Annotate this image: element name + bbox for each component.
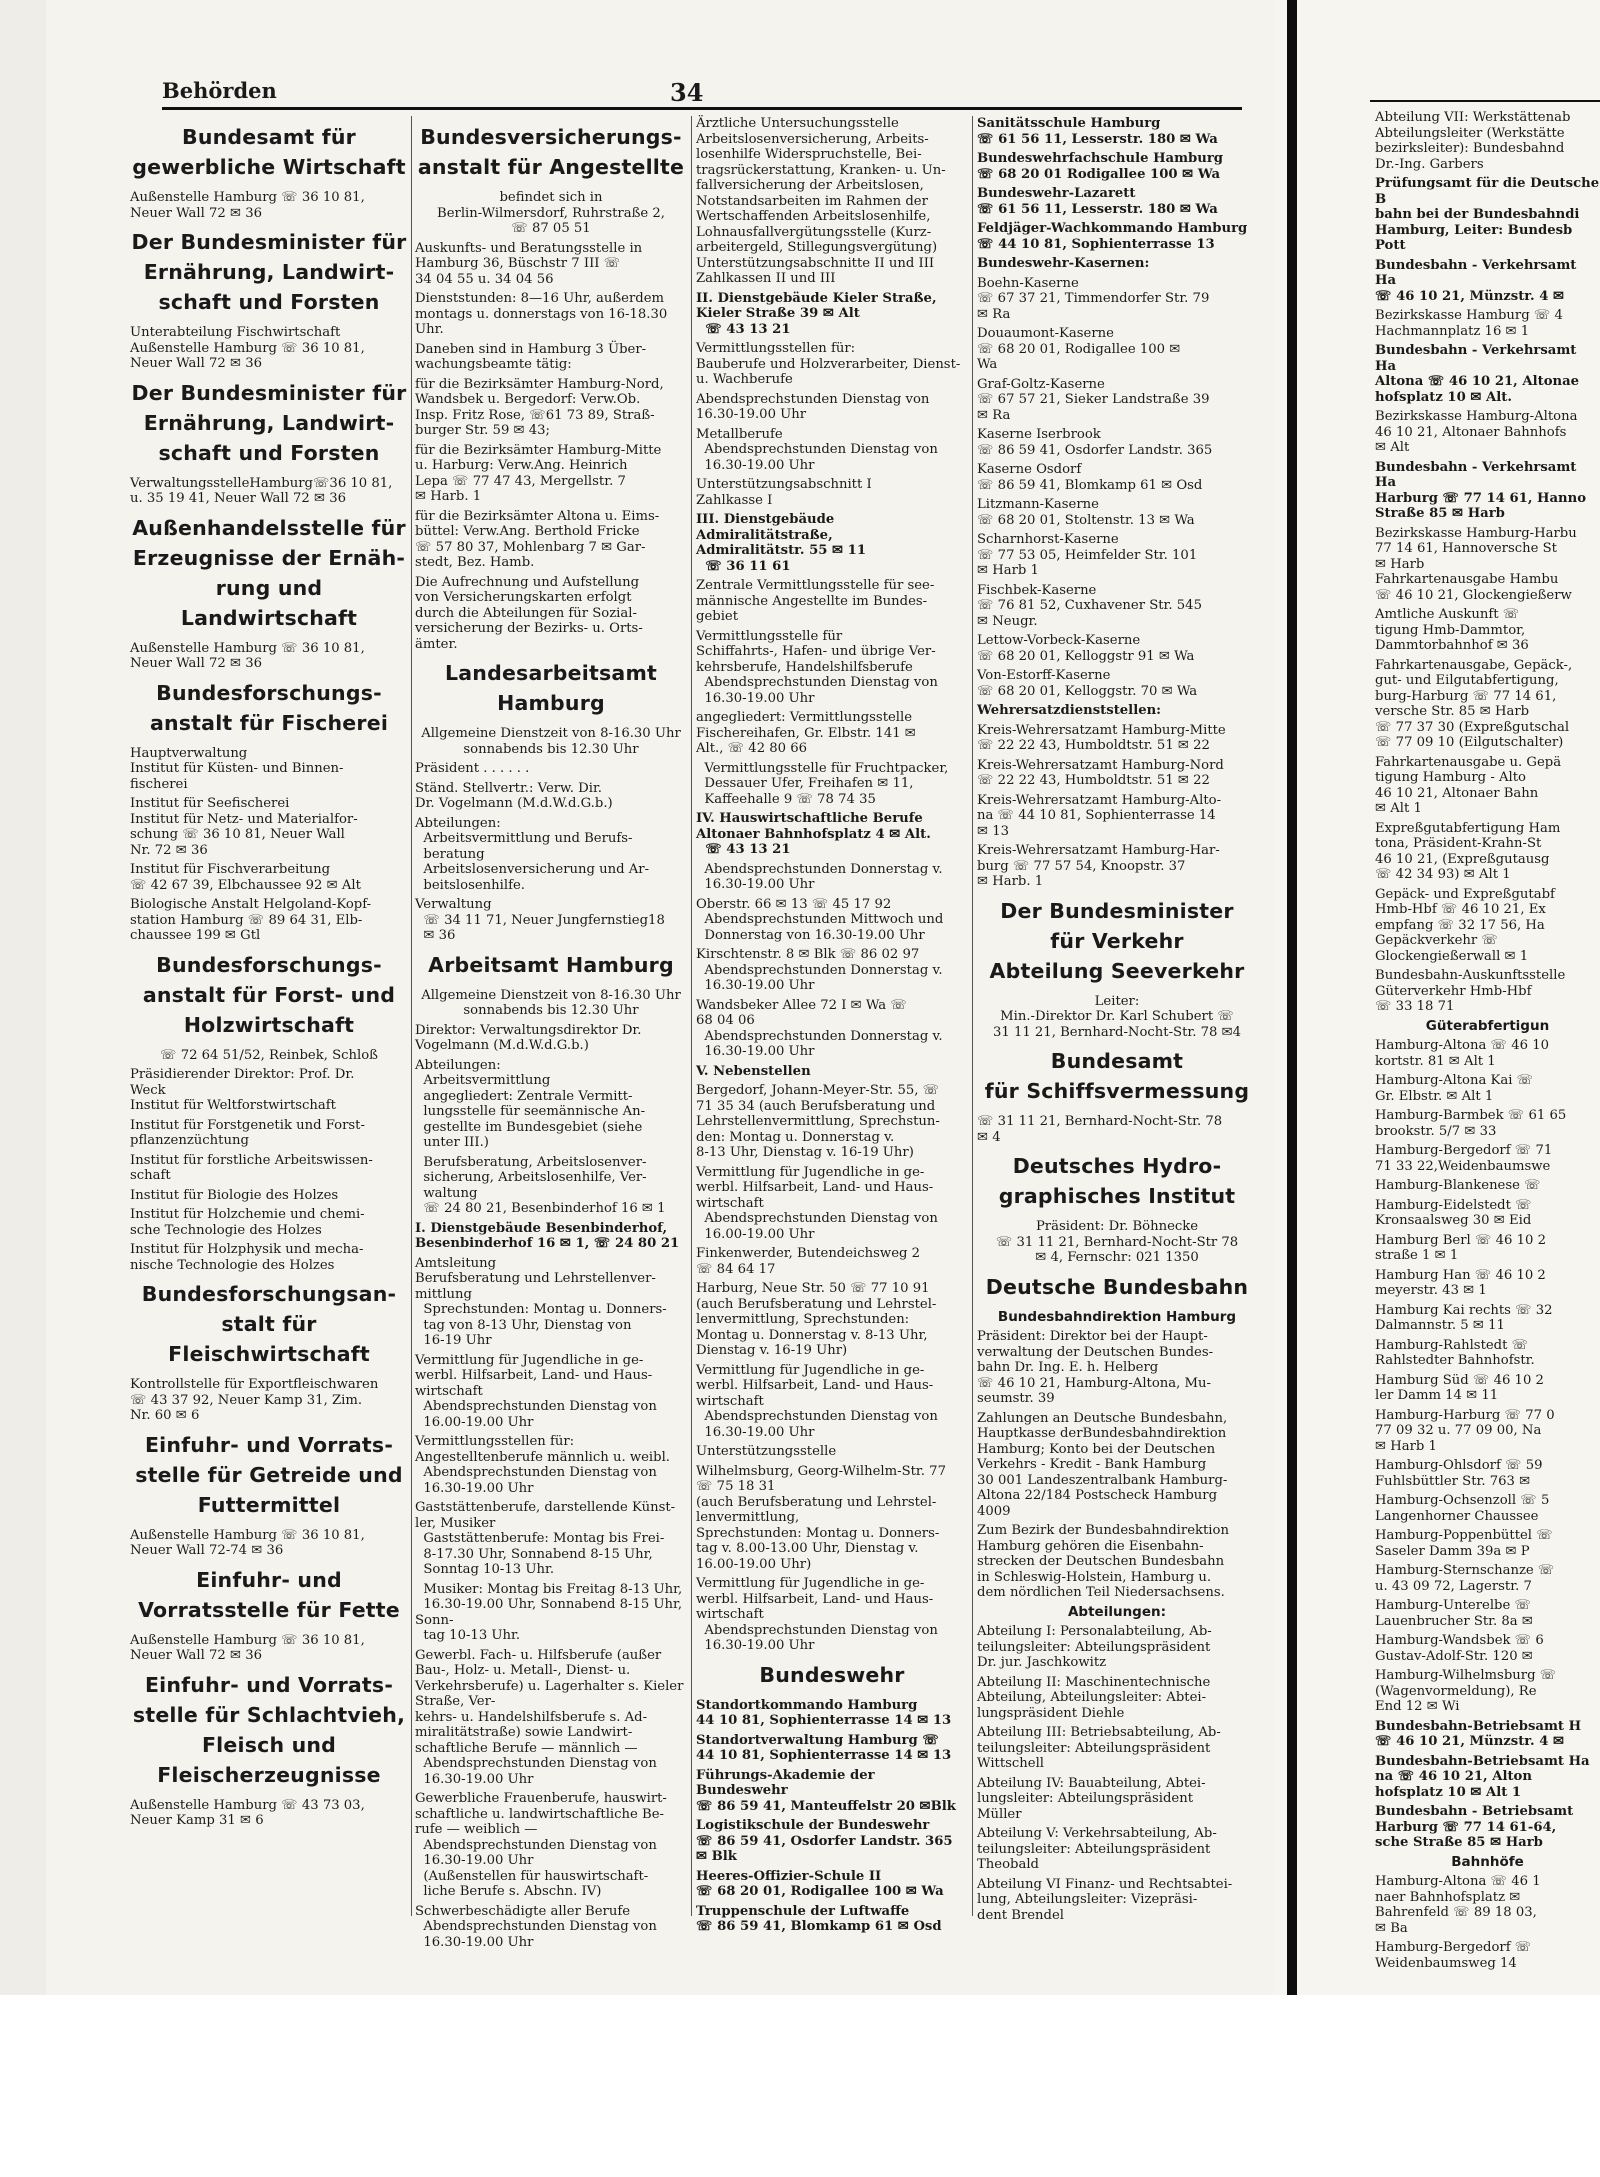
listing-entry: Biologische Anstalt Helgoland-Kopf- station Hamburg ☏ 89 64 31, Elb- chaussee 199 ✉ Gtl (130, 897, 372, 943)
listing-entry: Bezirkskasse Hamburg-Altona 46 10 21, Altonaer Bahnhofs ✉ Alt (1375, 409, 1578, 455)
listing-entry: Gepäck- und Expreßgutabf Hmb-Hbf ☏ 46 10 21, Ex empfang ☏ 32 17 56, Ha Gepäckverkehr ☏ Glockengießerwall ✉ 1 (1375, 886, 1555, 964)
listing-entry: Hamburg-Wandsbek ☏ 6 Gustav-Adolf-Str. 120 ✉ (1375, 1633, 1544, 1664)
listing-entry: Vermittlungsstelle für Schiffahrts-, Hafen- und übrige Ver- kehrsberufe, Handelshilfsberufe Abendsprechstunden Dienstag von 16.30-19.00 Uhr (696, 628, 938, 706)
agency-heading: Der Bundesminister für Verkehr Abteilung Seeverkehr (989, 898, 1245, 983)
listing-entry: III. Dienstgebäude Admiralitätstraße, Admiralitätstr. 55 ✉ 11 ☏ 36 11 61 (696, 512, 867, 574)
listing-entry: Vermittlung für Jugendliche in ge- werbl. Hilfsarbeit, Land- und Haus- wirtschaft Abendsprechstunden Dienstag von 16.00-19.00 Uhr (415, 1352, 657, 1430)
header-rule (1370, 100, 1600, 102)
listing-entry: Zentrale Vermittlungsstelle für see- männische Angestellte im Bundes- gebiet (696, 578, 935, 624)
subheading: Bahnhöfe (1451, 1853, 1524, 1870)
listing-entry: IV. Hauswirtschaftliche Berufe Altonaer Bahnhofsplatz 4 ✉ Alt. ☏ 43 13 21 (696, 811, 931, 857)
listing-entry: Finkenwerder, Butendeichsweg 2 ☏ 84 64 17 (696, 1246, 921, 1277)
agency-heading: Einfuhr- und Vorratsstelle für Fette (138, 1567, 400, 1622)
listing-entry: Kreis-Wehrersatzamt Hamburg-Alto- na ☏ 44 10 81, Sophienterrasse 14 ✉ 13 (977, 792, 1222, 839)
column-2 (415, 116, 687, 1961)
listing-entry: befindet sich in Berlin-Wilmersdorf, Ruhrstraße 2, ☏ 87 05 51 (437, 190, 665, 236)
listing-entry: Vermittlungsstellen für: Angestelltenberufe männlich u. weibl. Abendsprechstunden Dienstag von 16.30-19.00 Uhr (415, 1434, 670, 1496)
listing-entry: Bundesbahn - Verkehrsamt Ha Altona ☏ 46 10 21, Altonae hofsplatz 10 ✉ Alt. (1375, 343, 1580, 405)
listing-entry: Kreis-Wehrersatzamt Hamburg-Har- burg ☏ 77 57 54, Knoopstr. 37 ✉ Harb. 1 (977, 843, 1220, 889)
listing-entry: Institut für Seefischerei Institut für Netz- und Materialfor- schung ☏ 36 10 81, Neuer Wall Nr. 72 ✉ 36 (130, 796, 358, 858)
listing-entry: für die Bezirksämter Hamburg-Nord, Wandsbek u. Bergedorf: Verw.Ob. Insp. Fritz Rose, ☏61 73 89, Straß- burger Str. 59 ✉ 43; (415, 376, 664, 438)
listing-entry: Abteilungen: Arbeitsvermittlung und Berufs- beratung Arbeitslosenversicherung und Ar- beitslosenhilfe. (415, 815, 650, 893)
agency-heading: Einfuhr- und Vorrats- stelle für Getreide und Futtermittel (135, 1432, 403, 1517)
listing-entry: Bezirkskasse Hamburg ☏ 4 Hachmannplatz 16 ✉ 1 (1375, 308, 1563, 339)
listing-entry: Bezirkskasse Hamburg-Harbu 77 14 61, Hannoversche St ✉ Harb Fahrkartenausgabe Hambu ☏ 46 10 21, Glockengießerw (1375, 525, 1577, 603)
listing-entry: Ständ. Stellvertr.: Verw. Dir. Dr. Vogelmann (M.d.W.d.G.b.) (415, 780, 613, 811)
agency-heading: Einfuhr- und Vorrats- stelle für Schlachtvieh, Fleisch und Fleischerzeugnisse (132, 1672, 406, 1787)
agency-heading: Bundesforschungs- anstalt für Fischerei (149, 680, 389, 735)
column-divider (411, 116, 412, 1916)
listing-entry: Wilhelmsburg, Georg-Wilhelm-Str. 77 ☏ 75 18 31 (auch Berufsberatung und Lehrstel- lenvermittlung, Sprechstunden: Montag u. Donners- tag v. 8.00-13.00 Uhr, Dienstag v. 16.00-19.00 Uhr) (696, 1463, 946, 1572)
listing-entry: Ärztliche Untersuchungsstelle Arbeitslosenversicherung, Arbeits- losenhilfe Widerspruchstelle, Bei- tragsrückerstattung, Kranken- u. Un- fallversicherung der Arbeitslosen, Notstandsarbeiten im Rahmen der Wertschaffenden Arbeitslosenhilfe, Lohnausfallvergütungsstelle (Kurz- arbeitergeld, Stillegungsvergütung) Unterstützungsabschnitte II und III Zahlkassen II und III (696, 116, 946, 286)
listing-entry: Litzmann-Kaserne ☏ 68 20 01, Stoltenstr. 13 ✉ Wa (977, 497, 1195, 528)
listing-entry: Hamburg-Altona Kai ☏ Gr. Elbstr. ✉ Alt 1 (1375, 1073, 1534, 1104)
listing-entry: Abteilung VII: Werkstättenab Abteilungsleiter (Werkstätte bezirksleiter): Bundesbahnd Dr.-Ing. Garbers (1375, 110, 1571, 172)
listing-entry: Abteilung I: Personalabteilung, Ab- teilungsleiter: Abteilungspräsident Dr. jur. Jaschkowitz (977, 1624, 1212, 1670)
listing-entry: Dienststunden: 8—16 Uhr, außerdem montags u. donnerstags von 16-18.30 Uhr. (415, 291, 668, 337)
listing-entry: Institut für Holzphysik und mecha- nische Technologie des Holzes (130, 1242, 364, 1273)
listing-entry: Scharnhorst-Kaserne ☏ 77 53 05, Heimfelder Str. 101 ✉ Harb 1 (977, 532, 1198, 578)
listing-entry: Außenstelle Hamburg ☏ 36 10 81, Neuer Wall 72 ✉ 36 (130, 1632, 365, 1663)
listing-entry: für die Bezirksämter Hamburg-Mitte u. Harburg: Verw.Ang. Heinrich Lepa ☏ 77 47 43, Mergellstr. 7 ✉ Harb. 1 (415, 442, 662, 504)
listing-entry: Truppenschule der Luftwaffe ☏ 86 59 41, Blomkamp 61 ✉ Osd (696, 1903, 942, 1934)
agency-heading: Bundesamt für Schiffsvermessung (984, 1049, 1250, 1103)
listing-entry: Hamburg-Bergedorf ☏ Weidenbaumsweg 14 (1375, 1940, 1532, 1971)
listing-entry: Lettow-Vorbeck-Kaserne ☏ 68 20 01, Kelloggstr 91 ✉ Wa (977, 633, 1195, 664)
listing-entry: Hauptverwaltung Institut für Küsten- und Binnen- fischerei (130, 745, 344, 792)
listing-entry: Die Aufrechnung und Aufstellung von Versicherungskarten erfolgt durch die Abteilungen für Sozial- versicherung der Bezirks- u. Orts- ämter. (415, 574, 643, 652)
listing-entry: für die Bezirksämter Altona u. Eims- büttel: Verw.Ang. Berthold Fricke ☏ 57 80 37, Mohlenbarg 7 ✉ Gar- stedt, Bez. Hamb. (415, 508, 660, 570)
listing-entry: Kirschtenstr. 8 ✉ Blk ☏ 86 02 97 Abendsprechstunden Donnerstag v. 16.30-19.00 Uhr (696, 947, 943, 993)
listing-entry: Standortkommando Hamburg 44 10 81, Sophienterrasse 14 ✉ 13 (696, 1697, 952, 1728)
page-spine (1287, 0, 1297, 1995)
listing-entry: Bundesbahn-Betriebsamt Ha na ☏ 46 10 21, Alton hofsplatz 10 ✉ Alt 1 (1375, 1753, 1590, 1800)
subheading: Bundesbahndirektion Hamburg (997, 1308, 1237, 1325)
listing-entry: Hamburg-Ohlsdorf ☏ 59 Fuhlsbüttler Str. 763 ✉ (1375, 1458, 1543, 1489)
listing-entry: Präsident: Direktor bei der Haupt- verwaltung der Deutschen Bundes- bahn Dr. Ing. E. h. Helberg ☏ 46 10 21, Hamburg-Altona, Mu- seumstr. 39 (977, 1329, 1214, 1406)
listing-entry: Boehn-Kaserne ☏ 67 37 21, Timmendorfer Str. 79 ✉ Ra (977, 275, 1210, 322)
agency-heading: Bundesversicherungs- anstalt für Angestellte (417, 125, 685, 179)
listing-entry: Hamburg-Blankenese ☏ (1375, 1178, 1541, 1193)
listing-entry: Kontrollstelle für Exportfleischwaren ☏ 43 37 92, Neuer Kamp 31, Zim. Nr. 60 ✉ 6 (130, 1377, 379, 1423)
listing-entry: Abteilung V: Verkehrsabteilung, Ab- teilungsleiter: Abteilungspräsident Theobald (977, 1826, 1217, 1872)
listing-entry: Von-Estorff-Kaserne ☏ 68 20 01, Kelloggstr. 70 ✉ Wa (977, 668, 1198, 699)
listing-entry: Amtsleitung Berufsberatung und Lehrstellenver- mittlung Sprechstunden: Montag u. Donners- tag von 8-13 Uhr, Dienstag von 16-19 Uhr (415, 1255, 667, 1348)
listing-entry: Expreßgutabfertigung Ham tona, Präsident-Krahn-St 46 10 21, (Expreßgutausg ☏ 42 34 93) ✉ Alt 1 (1375, 820, 1561, 882)
listing-entry: Vermittlung für Jugendliche in ge- werbl. Hilfsarbeit, Land- und Haus- wirtschaft Abendsprechstunden Dienstag von 16.30-19.00 Uhr (696, 1362, 938, 1440)
listing-entry: Außenstelle Hamburg ☏ 43 73 03, Neuer Kamp 31 ✉ 6 (130, 1797, 365, 1828)
listing-entry: Hamburg-Sternschanze ☏ u. 43 09 72, Lagerstr. 7 (1375, 1563, 1555, 1594)
listing-entry: Außenstelle Hamburg ☏ 36 10 81, Neuer Wall 72-74 ✉ 36 (130, 1527, 365, 1558)
listing-entry: Feldjäger-Wachkommando Hamburg ☏ 44 10 81, Sophienterrasse 13 (977, 221, 1248, 252)
listing-entry: Direktor: Verwaltungsdirektor Dr. Vogelmann (M.d.W.d.G.b.) (415, 1022, 642, 1053)
listing-entry: Prüfungsamt für die Deutsche B bahn bei der Bundesbahndi Hamburg, Leiter: Bundesb Pott (1375, 176, 1600, 253)
listing-entry: Abteilungen: Arbeitsvermittlung angegliedert: Zentrale Vermitt- lungsstelle für seemännische An- gestellte im Bundesgebiet (siehe unter III.) (415, 1057, 646, 1150)
listing-entry: Bundesbahn-Auskunftsstelle Güterverkehr Hmb-Hbf ☏ 33 18 71 (1375, 968, 1566, 1014)
listing-entry: Metallberufe Abendsprechstunden Dienstag von 16.30-19.00 Uhr (696, 426, 938, 473)
listing-entry: Musiker: Montag bis Freitag 8-13 Uhr, 16.30-19.00 Uhr, Sonnabend 8-15 Uhr, Sonn- tag 10-13 Uhr. (415, 1581, 683, 1643)
listing-entry: Allgemeine Dienstzeit von 8-16.30 Uhr sonnabends bis 12.30 Uhr (421, 987, 681, 1018)
listing-entry: Gaststättenberufe, darstellende Künst- ler, Musiker Gaststättenberufe: Montag bis Frei- 8-17.30 Uhr, Sonnabend 8-15 Uhr, Sonntag 10-13 Uhr. (415, 1500, 676, 1577)
listing-entry: Führungs-Akademie der Bundeswehr ☏ 86 59 41, Manteuffelstr 20 ✉Blk (696, 1767, 956, 1814)
listing-entry: Gewerbliche Frauenberufe, hauswirt- schaftliche u. landwirtschaftliche Be- rufe — weiblich — Abendsprechstunden Dienstag von 16.30-19.00 Uhr (Außenstellen für hauswirtschaft- liche Berufe s. Abschn. IV) (415, 1791, 667, 1899)
listing-entry: angegliedert: Vermittlungsstelle Fischereihafen, Gr. Elbstr. 141 ✉ Alt., ☏ 42 80 66 (696, 710, 916, 756)
listing-entry: Bundesbahn - Verkehrsamt Ha Harburg ☏ 77 14 61, Hanno Straße 85 ✉ Harb (1375, 459, 1586, 521)
listing-entry: Fahrkartenausgabe, Gepäck-, gut- und Eilgutabfertigung, burg-Harburg ☏ 77 14 61, versche Str. 85 ✉ Harb ☏ 77 37 30 (Expreßgutschal ☏ 77 09 10 (Eilgutschalter) (1375, 657, 1573, 750)
column-3 (696, 116, 968, 1961)
agency-heading: Deutsche Bundesbahn (985, 1274, 1249, 1299)
listing-entry: I. Dienstgebäude Besenbinderhof, Besenbinderhof 16 ✉ 1, ☏ 24 80 21 (415, 1220, 680, 1251)
subheading: Abteilungen: (1067, 1603, 1167, 1620)
listing-entry: Bundeswehr-Lazarett ☏ 61 56 11, Lesserstr. 180 ✉ Wa (977, 186, 1218, 217)
listing-entry: Allgemeine Dienstzeit von 8-16.30 Uhr sonnabends bis 12.30 Uhr (421, 726, 681, 757)
listing-entry: Fahrkartenausgabe u. Gepä tigung Hamburg - Alto 46 10 21, Altonaer Bahn ✉ Alt 1 (1375, 754, 1562, 816)
listing-entry: Abteilung VI Finanz- und Rechtsabtei- lung, Abteilungsleiter: Vizepräsi- dent Brendel (977, 1876, 1233, 1923)
listing-entry: Oberstr. 66 ✉ 13 ☏ 45 17 92 Abendsprechstunden Mittwoch und Donnerstag von 16.30-19.00 Uhr (696, 896, 944, 943)
listing-entry: Bundeswehrfachschule Hamburg ☏ 68 20 01 Rodigallee 100 ✉ Wa (977, 151, 1224, 182)
agency-heading: Bundesamt für gewerbliche Wirtschaft (132, 125, 406, 179)
listing-entry: ☏ 31 11 21, Bernhard-Nocht-Str. 78 ✉ 4 (977, 1114, 1223, 1145)
listing-entry: Präsidierender Direktor: Prof. Dr. Weck Institut für Weltforstwirtschaft (130, 1067, 355, 1113)
column-5-fragment (1375, 110, 1600, 1971)
listing-entry: Abendsprechstunden Donnerstag v. 16.30-19.00 Uhr (704, 861, 943, 892)
listing-entry: Institut für Biologie des Holzes (130, 1187, 339, 1203)
listing-entry: Leiter: Min.-Direktor Dr. Karl Schubert ☏ 31 11 21, Bernhard-Nocht-Str. 78 ✉4 (992, 993, 1242, 1040)
listing-entry: Unterstützungsstelle (696, 1444, 837, 1459)
listing-entry: Wehrersatzdienststellen: (977, 703, 1162, 718)
agency-heading: Der Bundesminister für Ernährung, Landwirt- schaft und Forsten (131, 380, 407, 465)
listing-entry: Hamburg-Bergedorf ☏ 71 71 33 22,Weidenbaumswe (1375, 1143, 1553, 1174)
agency-heading: Bundeswehr (759, 1662, 905, 1687)
listing-entry: Kreis-Wehrersatzamt Hamburg-Nord ☏ 22 22 43, Humboldtstr. 51 ✉ 22 (977, 757, 1224, 788)
listing-entry: Hamburg-Rahlstedt ☏ Rahlstedter Bahnhofstr. (1375, 1337, 1535, 1368)
column-4 (977, 116, 1257, 1961)
listing-entry: Amtliche Auskunft ☏ tigung Hmb-Dammtor, Dammtorbahnhof ✉ 36 (1375, 607, 1529, 653)
listing-entry: Harburg, Neue Str. 50 ☏ 77 10 91 (auch Berufsberatung und Lehrstel- lenvermittlung, Sprechstunden: Montag u. Donnerstag v. 8-13 Uhr, Dienstag v. 16-19 Uhr) (696, 1281, 937, 1358)
listing-entry: Zum Bezirk der Bundesbahndirektion Hamburg gehören die Eisenbahn- strecken der Deutschen Bundesbahn in Schleswig-Holstein, Hamburg u. dem nördlichen Teil Niedersachsens. (977, 1523, 1229, 1600)
listing-entry: II. Dienstgebäude Kieler Straße, Kieler Straße 39 ✉ Alt ☏ 43 13 21 (696, 290, 937, 337)
listing-entry: Bundeswehr-Kasernen: (977, 256, 1150, 271)
listing-entry: Vermittlung für Jugendliche in ge- werbl. Hilfsarbeit, Land- und Haus- wirtschaft Abendsprechstunden Dienstag von 16.00-19.00 Uhr (696, 1164, 938, 1242)
listing-entry: Hamburg-Wilhelmsburg ☏ (Wagenvormeldung), Re End 12 ✉ Wi (1375, 1668, 1557, 1714)
listing-entry: Sanitätsschule Hamburg ☏ 61 56 11, Lesserstr. 180 ✉ Wa (977, 116, 1218, 147)
page-number: 34 (670, 78, 704, 107)
listing-entry: Hamburg Berl ☏ 46 10 2 straße 1 ✉ 1 (1375, 1232, 1546, 1263)
page-header (162, 78, 1242, 108)
listing-entry: Hamburg Kai rechts ☏ 32 Dalmannstr. 5 ✉ 11 (1375, 1302, 1553, 1333)
section-title: Behörden (162, 78, 277, 103)
listing-entry: Abteilung II: Maschinentechnische Abteilung, Abteilungsleiter: Abtei- lungspräsident Diehle (977, 1674, 1211, 1721)
listing-entry: Logistikschule der Bundeswehr ☏ 86 59 41, Osdorfer Landstr. 365 ✉ Blk (696, 1818, 953, 1864)
listing-entry: Heeres-Offizier-Schule II ☏ 68 20 01, Rodigallee 100 ✉ Wa (696, 1868, 944, 1899)
listing-entry: Kreis-Wehrersatzamt Hamburg-Mitte ☏ 22 22 43, Humboldtstr. 51 ✉ 22 (977, 722, 1226, 753)
agency-heading: Deutsches Hydro- graphisches Institut (998, 1154, 1236, 1208)
column-divider (691, 116, 692, 1916)
listing-entry: Hamburg-Eidelstedt ☏ Kronsaalsweg 30 ✉ Eid (1375, 1197, 1532, 1228)
listing-entry: Douaumont-Kaserne ☏ 68 20 01, Rodigallee 100 ✉ Wa (977, 326, 1181, 372)
listing-entry: Unterabteilung Fischwirtschaft Außenstelle Hamburg ☏ 36 10 81, Neuer Wall 72 ✉ 36 (130, 325, 365, 371)
listing-entry: Bundesbahn - Betriebsamt Harburg ☏ 77 14 61-64, sche Straße 85 ✉ Harb (1375, 1804, 1574, 1850)
listing-entry: Zahlungen an Deutsche Bundesbahn, Hauptkasse derBundesbahndirektion Hamburg; Konto bei der Deutschen Verkehrs - Kredit - Bank Hamburg 30 001 Landeszentralbank Hamburg- Altona 22/184 Postscheck Hamburg 4009 (977, 1410, 1228, 1519)
listing-entry: Hamburg-Barmbek ☏ 61 65 brookstr. 5/7 ✉ 33 (1375, 1108, 1567, 1139)
listing-entry: Außenstelle Hamburg ☏ 36 10 81, Neuer Wall 72 ✉ 36 (130, 640, 365, 671)
listing-entry: Abteilung III: Betriebsabteilung, Ab- teilungsleiter: Abteilungspräsident Wittschell (977, 1725, 1221, 1771)
listing-entry: Außenstelle Hamburg ☏ 36 10 81, Neuer Wall 72 ✉ 36 (130, 190, 365, 221)
listing-entry: Verwaltung ☏ 34 11 71, Neuer Jungfernstieg18 ✉ 36 (415, 897, 665, 943)
listing-entry: Institut für Forstgenetik und Forst- pflanzenzüchtung (130, 1117, 365, 1148)
listing-entry: VerwaltungsstelleHamburg☏36 10 81, u. 35 19 41, Neuer Wall 72 ✉ 36 (130, 475, 393, 506)
listing-entry: Institut für Holzchemie und chemi- sche Technologie des Holzes (130, 1207, 365, 1238)
agency-heading: Bundesforschungsan- stalt für Fleischwirtschaft (141, 1282, 397, 1366)
listing-entry: Vermittlung für Jugendliche in ge- werbl. Hilfsarbeit, Land- und Haus- wirtschaft Abendsprechstunden Dienstag von 16.30-19.00 Uhr (696, 1576, 938, 1653)
listing-entry: Institut für Fischverarbeitung ☏ 42 67 39, Elbchaussee 92 ✉ Alt (130, 862, 361, 893)
agency-heading: Landesarbeitsamt Hamburg (444, 661, 657, 715)
listing-entry: Präsident: Dr. Böhnecke ☏ 31 11 21, Bernhard-Nocht-Str 78 ✉ 4, Fernschr: 021 1350 (995, 1219, 1239, 1265)
agency-heading: Bundesforschungs- anstalt für Forst- und Holzwirtschaft (142, 952, 396, 1037)
listing-entry: Gewerbl. Fach- u. Hilfsberufe (außer Bau-, Holz- u. Metall-, Dienst- u. Verkehrsberufe) u. Lagerhalter s. Kieler Straße, Ver- kehrs- u. Handelshilfsberufe s. Ad- miralitätstraße) sowie Landwirt- schaftliche Berufe — männlich — Abendsprechstunden Dienstag von 16.30-19.00 Uhr (415, 1647, 684, 1787)
listing-entry: Hamburg-Unterelbe ☏ Lauenbrucher Str. 8a ✉ (1375, 1598, 1533, 1629)
agency-heading: Arbeitsamt Hamburg (428, 952, 674, 977)
listing-entry: Präsident . . . . . . (415, 761, 530, 776)
column-1 (130, 116, 408, 1961)
listing-entry: Abteilung IV: Bauabteilung, Abtei- lungsleiter: Abteilungspräsident Müller (977, 1775, 1206, 1822)
listing-entry: Hamburg-Harburg ☏ 77 0 77 09 32 u. 77 09 00, Na ✉ Harb 1 (1375, 1407, 1555, 1454)
listing-entry: Vermittlungsstellen für: Bauberufe und Holzverarbeiter, Dienst- u. Wachberufe (696, 341, 961, 387)
listing-entry: Kaserne Iserbrook ☏ 86 59 41, Osdorfer Landstr. 365 (977, 427, 1213, 458)
listing-entry: Daneben sind in Hamburg 3 Über- wachungsbeamte tätig: (415, 341, 647, 372)
listing-entry: Unterstützungsabschnitt I Zahlkasse I (696, 477, 872, 508)
listing-entry: Hamburg-Poppenbüttel ☏ Saseler Damm 39a ✉ P (1375, 1528, 1553, 1559)
listing-entry: Schwerbeschädigte aller Berufe Abendsprechstunden Dienstag von 16.30-19.00 Uhr (415, 1903, 657, 1950)
agency-heading: Außenhandelsstelle für Erzeugnisse der Ernäh- rung und Landwirtschaft (132, 515, 406, 630)
listing-entry: Hamburg Süd ☏ 46 10 2 ler Damm 14 ✉ 11 (1375, 1372, 1544, 1403)
listing-entry: Bergedorf, Johann-Meyer-Str. 55, ☏ 71 35 34 (auch Berufsberatung und Lehrstellenvermittlung, Sprechstun- den: Montag u. Donnerstag v. 8-13 Uhr, Dienstag v. 16-19 Uhr) (696, 1083, 940, 1160)
listing-entry: Standortverwaltung Hamburg ☏ 44 10 81, Sophienterrasse 14 ✉ 13 (696, 1732, 952, 1763)
listing-entry: Hamburg Han ☏ 46 10 2 meyerstr. 43 ✉ 1 (1375, 1267, 1546, 1298)
listing-entry: Hamburg-Altona ☏ 46 1 naer Bahnhofsplatz ✉ Bahrenfeld ☏ 89 18 03, ✉ Ba (1375, 1874, 1541, 1936)
listing-entry: Hamburg-Altona ☏ 46 10 kortstr. 81 ✉ Alt 1 (1375, 1038, 1549, 1069)
listing-entry: Kaserne Osdorf ☏ 86 59 41, Blomkamp 61 ✉ Osd (977, 462, 1203, 493)
listing-entry: Berufsberatung, Arbeitslosenver- sicherung, Arbeitslosenhilfe, Ver- waltung ☏ 24 80 21, Besenbinderhof 16 ✉ 1 (423, 1154, 666, 1216)
listing-entry: Abendsprechstunden Dienstag von 16.30-19.00 Uhr (696, 391, 930, 422)
listing-entry: Wandsbeker Allee 72 I ✉ Wa ☏ 68 04 06 Abendsprechstunden Donnerstag v. 16.30-19.00 Uhr (696, 997, 943, 1059)
listing-entry: Auskunfts- und Beratungsstelle in Hamburg 36, Büschstr 7 III ☏ 34 04 55 u. 34 04 56 (415, 240, 643, 287)
subheading: Güterabfertigun (1425, 1017, 1550, 1034)
listing-entry: Vermittlungsstelle für Fruchtpacker, Dessauer Ufer, Freihafen ✉ 11, Kaffeehalle 9 ☏ 78 74 35 (704, 760, 949, 807)
header-rule (162, 107, 1242, 110)
agency-heading: Der Bundesminister für Ernährung, Landwirt- schaft und Forsten (131, 230, 407, 314)
listing-entry: ☏ 72 64 51/52, Reinbek, Schloß (160, 1047, 378, 1063)
listing-entry: Bundesbahn-Betriebsamt H ☏ 46 10 21, Münzstr. 4 ✉ (1375, 1718, 1582, 1749)
listing-entry: Bundesbahn - Verkehrsamt Ha ☏ 46 10 21, Münzstr. 4 ✉ (1375, 257, 1577, 304)
listing-entry: V. Nebenstellen (696, 1063, 811, 1079)
listing-entry: Hamburg-Ochsenzoll ☏ 5 Langenhorner Chaussee (1375, 1493, 1550, 1524)
listing-entry: Institut für forstliche Arbeitswissen- schaft (130, 1152, 373, 1183)
scan-margin (0, 0, 46, 1995)
listing-entry: Fischbek-Kaserne ☏ 76 81 52, Cuxhavener Str. 545 ✉ Neugr. (977, 582, 1202, 629)
listing-entry: Graf-Goltz-Kaserne ☏ 67 57 21, Sieker Landstraße 39 ✉ Ra (977, 376, 1210, 423)
column-divider (972, 116, 973, 1916)
